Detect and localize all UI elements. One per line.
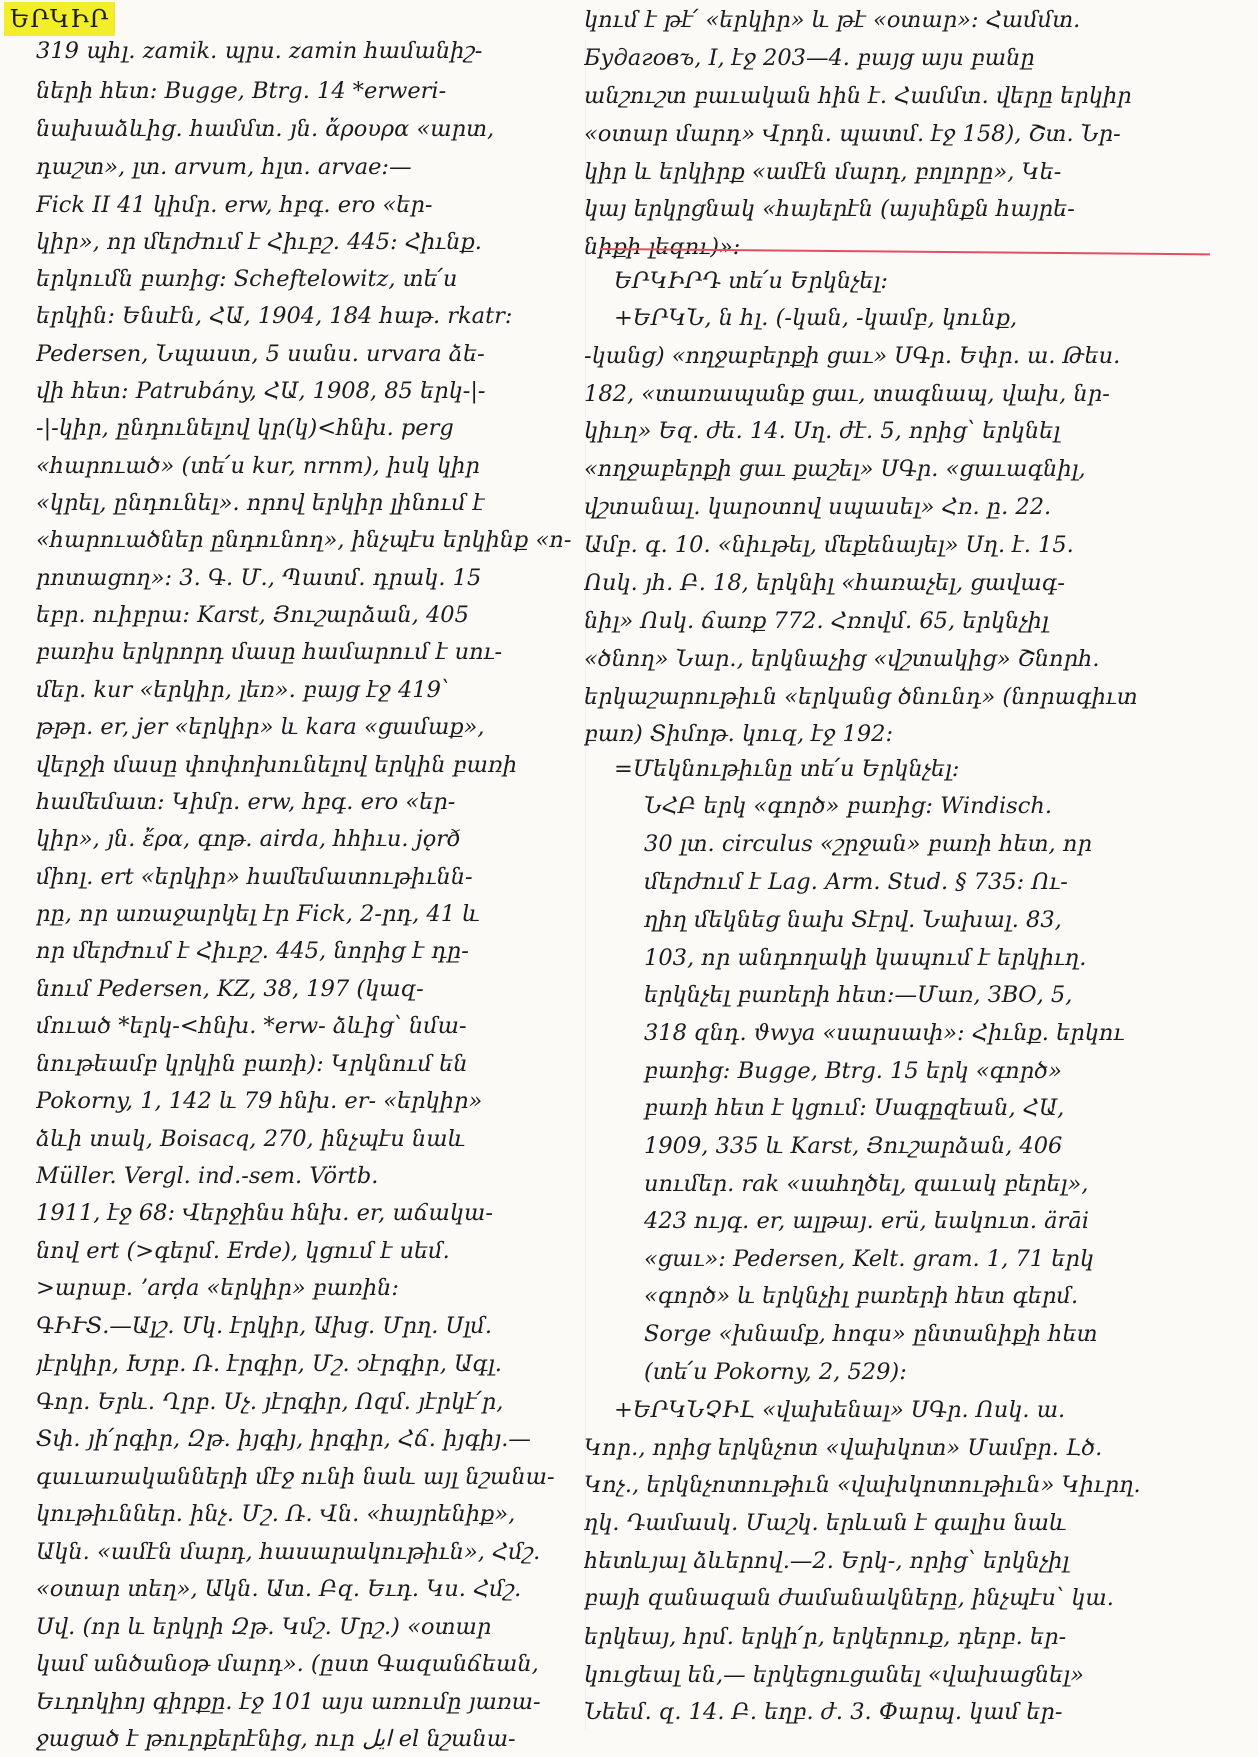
right-column-line: բայի զանազան ժամանակները, ինչպէս՝ կա. xyxy=(584,1585,1114,1612)
right-column-line: կիր և երկիրք «ամէն մարդ, բոլորը», Կե- xyxy=(584,159,1062,186)
left-column-line: «օտար տեղ», Ակն. Ատ. Բզ. Եւդ. Կս. Հմշ. xyxy=(36,1575,522,1602)
left-column-line: նով ert (>գերմ. Erde), կցում է սեմ. xyxy=(36,1238,450,1265)
right-column-line: բառ) Տիմոթ. կուզ, էջ 192։ xyxy=(584,720,894,747)
right-column-line: =Մեկնութիւնը տե՛ս Երկնչել։ xyxy=(614,755,960,782)
left-column-line: նախաձևից. համմտ. յն. ἄρουρα «արտ, xyxy=(36,116,495,143)
left-column-line: ձևի տակ, Boisacq, 270, ինչպէս նաև xyxy=(36,1126,466,1153)
left-column-line: րոտացող»։ 3. Գ. Մ., Պատմ. դրակ. 15 xyxy=(36,564,482,591)
right-column-line: բառից։ Bugge, Btrg. 15 երկ «գործ» xyxy=(644,1058,1062,1084)
left-column-line: մեր. kur «երկիր, լեռ». բայց էջ 419՝ xyxy=(36,676,450,703)
left-column-line: կութիւններ. ինչ. Մշ. Ռ. Վն. «հայրենիք», xyxy=(36,1500,516,1527)
left-column-line: Գոր. Երև. Ղրբ. Սչ. յէրգիր, Ոզմ. յէրկէ՛ր, xyxy=(36,1388,504,1415)
right-column-line: ՆՀԲ երկ «գործ» բառից։ Windisch. xyxy=(644,792,1052,819)
left-column-line: երկումն բառից։ Scheftelowitz, տե՛ս xyxy=(36,266,458,293)
right-column-line: մերժում է Lag. Arm. Stud. § 735։ Ու- xyxy=(644,868,1068,895)
left-column-line: բառիս երկրորդ մասը համարում է սու- xyxy=(36,638,503,665)
left-column-line: յէրկիր, Խրբ. Ռ. էրգիր, Մշ. ͻէրգիր, Ագլ. xyxy=(36,1350,502,1377)
right-column-line: +ԵՐԿՆ, ն հլ. (-կան, -կամբ, կունք, xyxy=(614,305,1018,332)
right-column-line: կում է թէ՛ «երկիր» և թէ «օտար»։ Համմտ. xyxy=(584,6,1081,33)
right-column-line: նիքի լեզու)»։ xyxy=(584,234,741,261)
right-column-line: «ցաւ»։ Pedersen, Kelt. gram. 1, 71 երկ xyxy=(644,1246,1095,1273)
right-column-line: ԵՐԿԻՐԴ տե՛ս Երկնչել։ xyxy=(614,268,888,295)
right-column-line: երկաշարութիւն «երկանց ծնունդ» (նորագիւտ xyxy=(584,683,1138,710)
left-column-line: Սվ. (որ և երկրի Զթ. Կմշ. Մրշ.) «օտար xyxy=(36,1613,492,1640)
right-column-line: -կանց) «ողջաբերքի ցաւ» ՍԳր. Եփր. ա. Թես. xyxy=(584,343,1121,370)
right-column-line: Будаговъ, I, էջ 203—4. բայց այս բանը xyxy=(584,44,1035,71)
right-column-line: Ամբ. գ. 10. «նիւթել, մեքենայել» Սղ. է. 15. xyxy=(584,532,1074,559)
right-column-line: 182, «տառապանք ցաւ, տագնապ, վախ, նր- xyxy=(584,381,1110,408)
left-column-line: Pedersen, Նպաստ, 5 սանս. urvara ձե- xyxy=(36,341,485,368)
left-column-line: Müller. Vergl. ind.-sem. Vörtb. xyxy=(36,1163,379,1190)
left-column-line: Pokorny, 1, 142 և 79 հնխ. er- «երկիր» xyxy=(36,1088,483,1115)
left-column-line: Եւդոկիոյ գիրքը. էջ 101 այս առումը յառա- xyxy=(36,1688,541,1715)
right-column-line: նիլ» Ոսկ. ճառք 772. Հռովմ. 65, երկնչիլ xyxy=(584,607,1049,634)
right-column-line: 423 ույգ. er, ալթայ. erü, եակուտ. ärāi xyxy=(644,1208,1089,1235)
left-column-line: նութեամբ կրկին բառի)։ Կրկնում են xyxy=(36,1051,468,1078)
right-column-line: կուցեալ են,— երկեցուցանել «վախացնել» xyxy=(584,1661,1084,1688)
left-column-line: ջացած է թուրքերէնից, ուր ايل el նշանա- xyxy=(36,1725,516,1752)
left-column-line: համեմատ։ Կիմր. erw, հբգ. ero «եր- xyxy=(36,788,456,815)
left-column-line: «կրել, ընդունել». որով երկիր լինում է xyxy=(36,489,485,516)
right-column-line: բառի հետ է կցում։ Սագըզեան, ՀԱ, xyxy=(644,1095,1065,1122)
left-column-line: Fick II 41 կիմր. erw, հբգ. ero «եր- xyxy=(36,192,433,219)
right-column-line: կայ երկրցնակ «հայերէն (այսինքն հայրե- xyxy=(584,196,1075,223)
right-column-line: +ԵՐԿՆՉԻԼ «վախենալ» ՍԳր. Ոսկ. ա. xyxy=(614,1397,1066,1424)
left-column-line: վի հետ։ Patrubány, ՀԱ, 1908, 85 երկ-|- xyxy=(36,378,486,405)
right-column-line: «ողջաբերքի ցաւ քաշել» ՍԳր. «ցաւագնիլ, xyxy=(584,456,1086,483)
left-column-line: վերջի մասը փոփոխունելով երկին բառի xyxy=(36,751,518,778)
right-column-line: սումեր. rak «սահղծել, զաւակ բերել», xyxy=(644,1171,1089,1198)
right-column-line: 103, որ անդողակի կապում է երկիւղ. xyxy=(644,944,1087,971)
left-column-line: >արաբ. ʼarḍa «երկիր» բառին։ xyxy=(36,1275,399,1302)
left-column-line: ԳԻՒՏ.—Ալշ. Մկ. էրկիր, Ախց. Մրղ. Սլմ. xyxy=(36,1313,493,1340)
left-column-line: թթր. er, jer «երկիր» և kara «ցամաք», xyxy=(36,713,485,740)
left-column-line: Տփ. յի՛րգիր, Զթ. իյգիյ, իրգիր, Հճ. իյգիյ.— xyxy=(36,1425,531,1452)
left-column-line: րը, որ առաջարկել էր Fick, 2-րդ, 41 և xyxy=(36,901,480,928)
right-column-line: երկեայ, հրմ. երկի՛ր, երկերուք, դերբ. եր- xyxy=(584,1623,1067,1650)
right-column-line: հետևյալ ձևերով.—2. Երկ-, որից՝ երկնչիլ xyxy=(584,1548,1070,1575)
right-column-line: Կոչ., երկնչոտութիւն «վախկոտութիւն» Կիւրղ. xyxy=(584,1472,1141,1499)
right-column-line: (տե՛ս Pokorny, 2, 529)։ xyxy=(644,1359,907,1386)
right-column-line: «ծնող» Նար., երկնաչից «վշտակից» Շնորհ. xyxy=(584,645,1100,672)
left-column-line: կիր», յն. ἔρα, գոթ. airda, հհիւս. jǫrð xyxy=(36,825,461,852)
running-headword: ԵՐԿԻՐ xyxy=(4,2,115,36)
left-column-line: կիր», որ մերժում է Հիւբշ. 445։ Հիւնք. xyxy=(36,229,482,256)
right-column-line: «գործ» և երկնչիլ բառերի հետ գերմ. xyxy=(644,1283,1079,1310)
right-column-line: երկնչել բառերի հետ։—Մառ, ЗВО, 5, xyxy=(644,981,1073,1008)
left-column-line: միոլ. ert «երկիր» համեմատութիւնն- xyxy=(36,863,473,890)
right-column-line: 1909, 335 և Karst, Յուշարձան, 406 xyxy=(644,1133,1063,1160)
left-column-line: մուած *երկ-<հնխ. *erw- ձևից՝ նմա- xyxy=(36,1013,467,1040)
right-column-line: Նեեմ. զ. 14. Բ. եղբ. ժ. 3. Փարպ. կամ եր- xyxy=(584,1698,1063,1725)
left-column-line: 319 պհլ. zamik. պրս. zamin համանիշ- xyxy=(36,38,483,65)
left-column-line: «հարուածներ ընդունող», ինչպէս երկինք «ո- xyxy=(36,526,572,553)
left-column-line: «հարուած» (տե՛ս kur, nrnm), իսկ կիր xyxy=(36,452,480,479)
left-column-line: -|-կիր, ընդունելով կր(կ)<հնխ. perg xyxy=(36,415,454,442)
right-column-line: 30 լտ. circulus «շրջան» բառի հետ, որ xyxy=(644,830,1092,857)
right-column-line: ղկ. Դամասկ. Մաշկ. երևան է գալիս նաև xyxy=(584,1510,1067,1537)
left-column-line: ների հետ։ Bugge, Btrg. 14 *erweri- xyxy=(36,78,447,105)
left-column-line: որ մերժում է Հիւբշ. 445, նորից է դը- xyxy=(36,938,469,965)
left-column-line: Ակն. «ամէն մարդ, հասարակութիւն», Հմշ. xyxy=(36,1538,541,1565)
right-column-line: 318 զնդ. ϑwya «սարսափ»։ Հիւնք. երկու xyxy=(644,1019,1125,1046)
right-column-line: վշտանալ. կարօտով սպասել» Հռ. ը. 22. xyxy=(584,494,1052,521)
right-column-line: կիւղ» Եզ. ժե. 14. Սղ. ժէ. 5, որից՝ երկնել xyxy=(584,418,1061,445)
left-column-line: նում Pedersen, KZ, 38, 197 (կազ- xyxy=(36,976,424,1003)
right-column-line: ղիղ մեկնեց նախ Տէրվ. Նախալ. 83, xyxy=(644,906,1062,933)
right-column-line: Կոր., որից երկնչոտ «վախկոտ» Մամբր. Լծ. xyxy=(584,1435,1103,1462)
left-column-line: դաշտ», լտ. arvum, հլտ. arvae։— xyxy=(36,154,412,181)
right-column-line: «օտար մարդ» Վրդն. պատմ. էջ 158), Շտ. Նր- xyxy=(584,121,1121,148)
left-column-line: եբր. ուիբրա։ Karst, Յուշարձան, 405 xyxy=(36,601,469,628)
left-column-line: գաւառականների մէջ ունի նաև այլ նշանա- xyxy=(36,1463,555,1490)
left-column-line: կամ անծանօթ մարդ». (ըստ Գազանճեան, xyxy=(36,1650,539,1677)
right-column-line: Sorge «խնամք, հոգս» ընտանիքի հետ xyxy=(644,1321,1098,1348)
right-column-line: անշուշտ բաւական հին է. Համմտ. վերը երկիր xyxy=(584,83,1132,109)
left-column-line: երկին։ Ենսէն, ՀԱ, 1904, 184 հաթ. rkatr։ xyxy=(36,303,513,330)
right-column-line: Ոսկ. յհ. Բ. 18, երկնիլ «հառաչել, ցավագ- xyxy=(584,569,1065,596)
left-column-line: 1911, էջ 68։ Վերջինս հնխ. er, աճակա- xyxy=(36,1200,493,1227)
